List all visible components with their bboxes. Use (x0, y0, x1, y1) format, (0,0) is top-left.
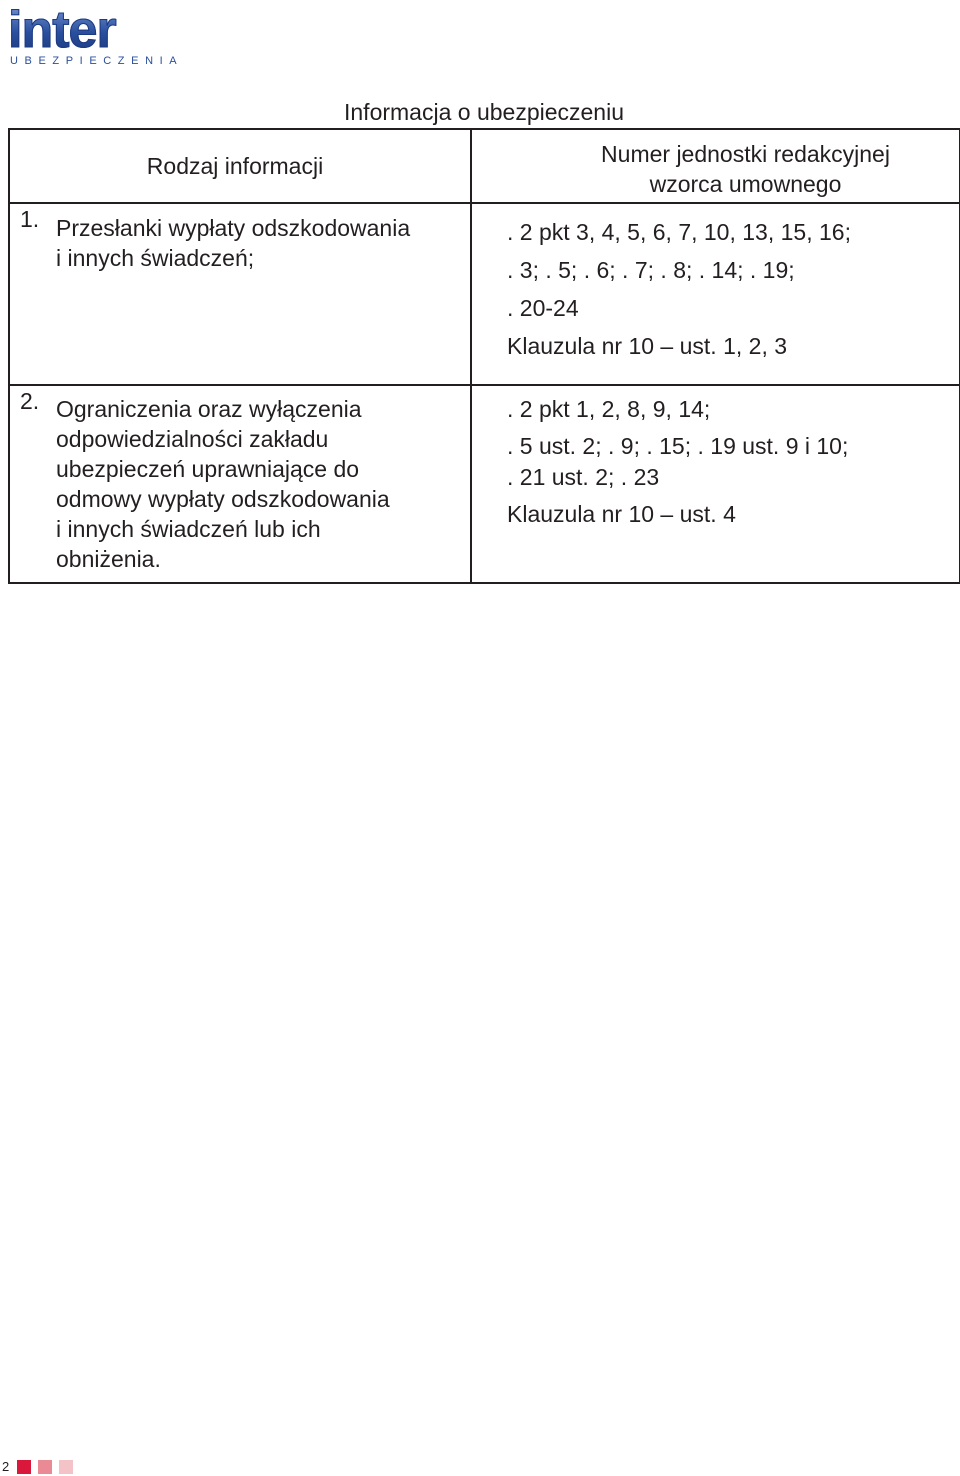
insurance-info-table (8, 128, 960, 584)
logo-subtitle: UBEZPIECZENIA (10, 55, 184, 67)
document-title: Informacja o ubezpieczeniu (344, 99, 624, 125)
info-type-text-line: ubezpieczeń uprawniające do (56, 456, 360, 482)
info-type-text-line: odpowiedzialności zakładu (56, 426, 329, 452)
table-row (9, 385, 960, 583)
company-logo (8, 1, 184, 67)
info-type-text-line: i innych świadczeń; (56, 245, 255, 271)
decorative-square (59, 1460, 73, 1474)
header-cell-unit-number (471, 129, 960, 203)
unit-ref-line: . 5 ust. 2; . 9; . 15; . 19 ust. 9 i 10; (507, 433, 849, 459)
header-unit-number-line1: Numer jednostki redakcyjnej (601, 141, 890, 167)
info-type-cell (9, 203, 471, 385)
info-type-text-line: odmowy wypłaty odszkodowania (56, 486, 390, 512)
table-header-row (9, 129, 960, 203)
unit-ref-line: Klauzula nr 10 – ust. 4 (507, 501, 736, 527)
unit-refs-cell (471, 203, 960, 385)
table-row (9, 203, 960, 385)
unit-ref-line: Klauzula nr 10 – ust. 1, 2, 3 (507, 333, 788, 359)
decorative-square (17, 1460, 31, 1474)
row-number: 1. (20, 206, 40, 232)
info-type-text-line: Ograniczenia oraz wyłączenia (56, 396, 362, 422)
unit-ref-line: . 20-24 (507, 295, 579, 321)
row-number: 2. (20, 388, 40, 414)
info-type-text-line: Przesłanki wypłaty odszkodowania (56, 215, 411, 241)
header-cell-info-type (9, 129, 471, 203)
unit-ref-line: . 2 pkt 3, 4, 5, 6, 7, 10, 13, 15, 16; (507, 219, 851, 245)
info-type-cell (9, 385, 471, 583)
decorative-square (38, 1460, 52, 1474)
unit-ref-line: . 2 pkt 1, 2, 8, 9, 14; (507, 396, 711, 422)
unit-refs-cell (471, 385, 960, 583)
unit-ref-line: . 21 ust. 2; . 23 (507, 464, 660, 490)
info-type-text-line: obniżenia. (56, 546, 161, 572)
logo-wordmark: inter (8, 1, 116, 59)
header-unit-number-line2: wzorca umownego (649, 171, 842, 197)
info-type-text-line: i innych świadczeń lub ich (56, 516, 321, 542)
unit-ref-line: . 3; . 5; . 6; . 7; . 8; . 14; . 19; (507, 257, 795, 283)
page-number: 2 (2, 1459, 10, 1474)
header-info-type-label: Rodzaj informacji (146, 153, 324, 179)
